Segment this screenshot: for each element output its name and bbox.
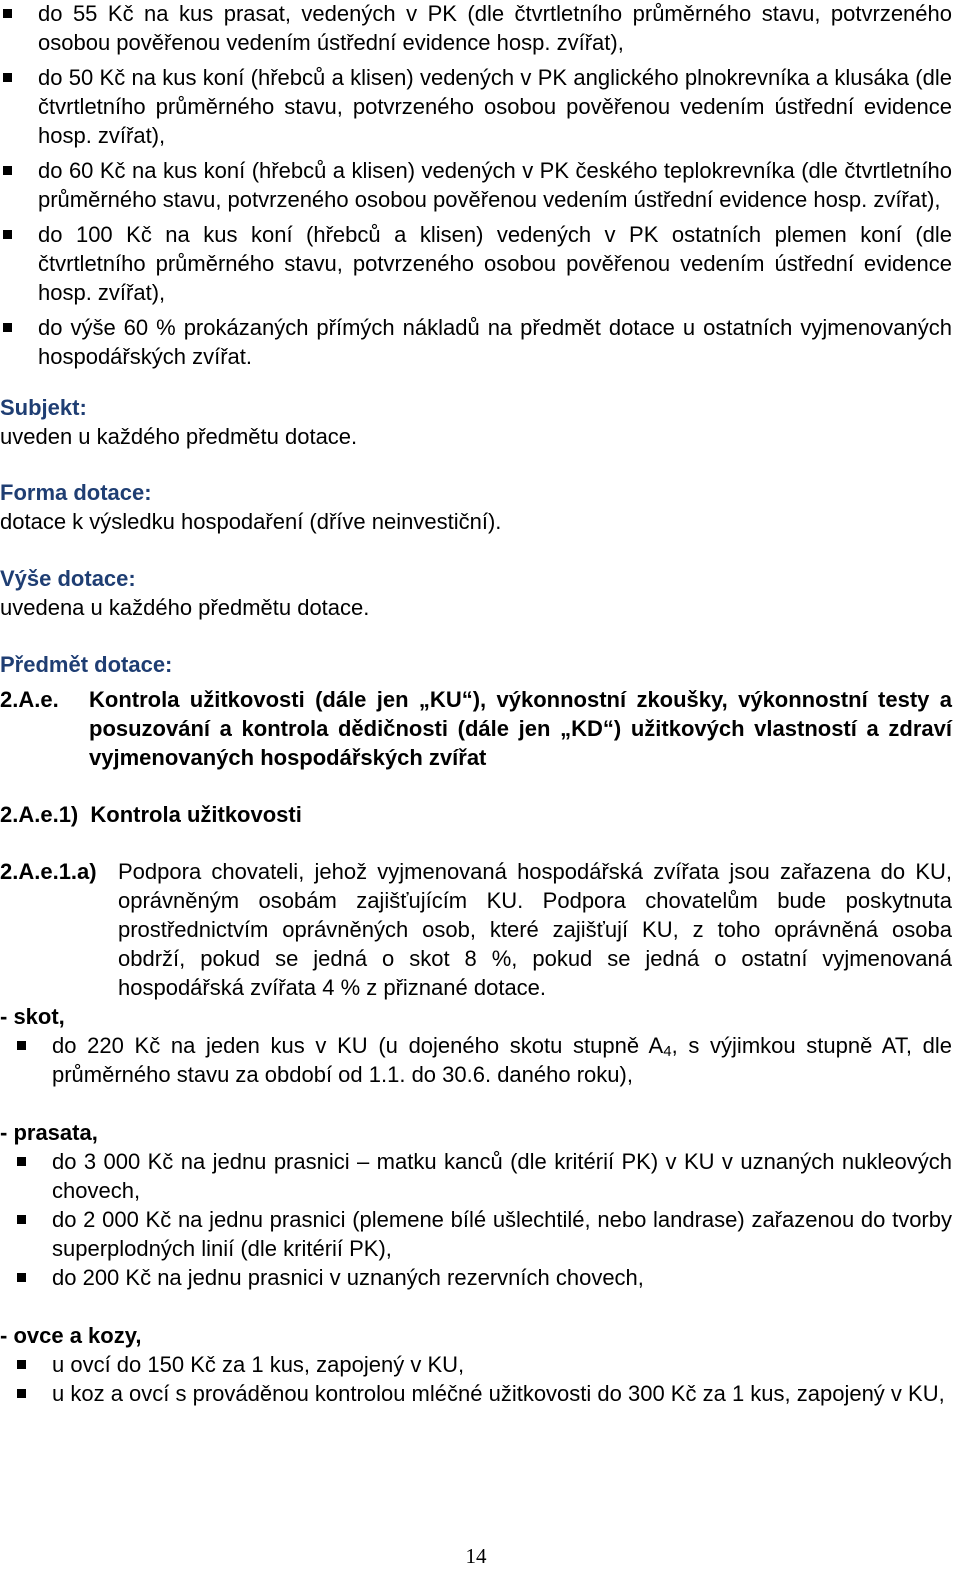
section-label: 2.A.e. bbox=[0, 687, 59, 712]
list-item-text: do 60 Kč na kus koní (hřebců a klisen) vedených v PK českého teplokrevníka (dle čtvrtletního průměrného stavu, potvrzeného osobou pověřenou vedením ústřední evidence hosp. zvířat), bbox=[38, 158, 952, 212]
list-item bbox=[0, 313, 952, 371]
list-item bbox=[0, 63, 952, 150]
list-item-text: do výše 60 % prokázaných přímých nákladů na předmět dotace u ostatních vyjmenovaných hospodářských zvířat. bbox=[38, 315, 952, 369]
list-item bbox=[0, 1263, 952, 1292]
list-item-text: do 55 Kč na kus prasat, vedených v PK (dle čtvrtletního průměrného stavu, potvrzeného osobou pověřenou vedením ústřední evidence hosp. zvířat), bbox=[38, 1, 952, 55]
vyse-text: uvedena u každého předmětu dotace. bbox=[0, 595, 370, 620]
bullet-square-icon bbox=[3, 230, 12, 239]
list-item bbox=[0, 1205, 952, 1263]
section-label: 2.A.e.1.a) bbox=[0, 859, 97, 884]
subscript: 4 bbox=[663, 1043, 672, 1060]
forma-heading: Forma dotace: bbox=[0, 480, 152, 505]
forma-text: dotace k výsledku hospodaření (dříve neinvestiční). bbox=[0, 509, 502, 534]
list-item-text: do 50 Kč na kus koní (hřebců a klisen) vedených v PK anglického plnokrevníka a klusáka (dle čtvrtletního průměrného stavu, potvrzeného osobou pověřenou vedením ústřední evidence hosp. zvířat), bbox=[38, 65, 952, 148]
section-2Ae1a bbox=[0, 857, 952, 1002]
list-item bbox=[0, 220, 952, 307]
bullet-square-icon bbox=[17, 1157, 26, 1166]
list-item-text: u koz a ovcí s prováděnou kontrolou mléčné užitkovosti do 300 Kč za 1 kus, zapojený v KU, bbox=[52, 1381, 945, 1406]
subjekt-text: uveden u každého předmětu dotace. bbox=[0, 424, 358, 449]
intro-bullet-list bbox=[0, 0, 952, 371]
list-item-text: do 2 000 Kč na jednu prasnici (plemene bílé ušlechtilé, nebo landrase) zařazenou do tvorby superplodných linií (dle kritérií PK), bbox=[52, 1207, 952, 1261]
list-item bbox=[0, 1147, 952, 1205]
list-item bbox=[0, 0, 952, 57]
page-number: 14 bbox=[465, 1544, 487, 1568]
ovce-heading: - ovce a kozy, bbox=[0, 1323, 142, 1348]
section-title: Kontrola užitkovosti (dále jen „KU“), výkonnostní zkoušky, výkonnostní testy a posuzování a kontrola dědičnosti (dále jen „KD“) užitkových vlastností a zdraví vyjmenovaných hospodářských zvířat bbox=[89, 687, 952, 770]
bullet-square-icon bbox=[3, 9, 12, 18]
bullet-square-icon bbox=[3, 166, 12, 175]
bullet-square-icon bbox=[17, 1389, 26, 1398]
bullet-square-icon bbox=[3, 73, 12, 82]
skot-heading: - skot, bbox=[0, 1004, 65, 1029]
list-item-text: do 100 Kč na kus koní (hřebců a klisen) vedených v PK ostatních plemen koní (dle čtvrtletního průměrného stavu, potvrzeného osobou pověřenou vedením ústřední evidence hosp. zvířat), bbox=[38, 222, 952, 305]
bullet-square-icon bbox=[17, 1041, 26, 1050]
vyse-heading: Výše dotace: bbox=[0, 566, 136, 591]
list-item-text: do 3 000 Kč na jednu prasnici – matku kanců (dle kritérií PK) v KU v uznaných nukleových chovech, bbox=[52, 1149, 952, 1203]
list-item-text: do 220 Kč na jeden kus v KU (u dojeného skotu stupně A bbox=[52, 1033, 664, 1058]
bullet-square-icon bbox=[3, 323, 12, 332]
list-item-text: u ovcí do 150 Kč za 1 kus, zapojený v KU, bbox=[52, 1352, 465, 1377]
list-item bbox=[0, 1031, 952, 1089]
bullet-square-icon bbox=[17, 1215, 26, 1224]
section-2Ae1 bbox=[0, 800, 952, 829]
list-item bbox=[0, 156, 952, 214]
subjekt-heading: Subjekt: bbox=[0, 395, 87, 420]
list-item-text: do 200 Kč na jednu prasnici v uznaných rezervních chovech, bbox=[52, 1265, 644, 1290]
section-2Ae bbox=[0, 685, 952, 772]
section-title: Kontrola užitkovosti bbox=[90, 802, 302, 827]
list-item bbox=[0, 1350, 952, 1379]
prasata-heading: - prasata, bbox=[0, 1120, 98, 1145]
bullet-square-icon bbox=[17, 1273, 26, 1282]
bullet-square-icon bbox=[17, 1360, 26, 1369]
section-label: 2.A.e.1) bbox=[0, 802, 79, 827]
predmet-heading: Předmět dotace: bbox=[0, 652, 173, 677]
list-item-text: , s výjimkou stupně AT, dle průměrného stavu za období od 1.1. do 30.6. daného roku), bbox=[52, 1033, 952, 1087]
section-text: Podpora chovateli, jehož vyjmenovaná hospodářská zvířata jsou zařazena do KU, oprávněným osobám zajišťujícím KU. Podpora chovatelům bude poskytnuta prostřednictvím oprávněných osob, které zajišťují KU, z toho oprávněná osoba obdrží, pokud se jedná o skot 8 %, pokud se jedná o ostatní vyjmenovaná hospodářská zvířata 4 % z přiznané dotace. bbox=[118, 859, 952, 1000]
list-item bbox=[0, 1379, 952, 1408]
